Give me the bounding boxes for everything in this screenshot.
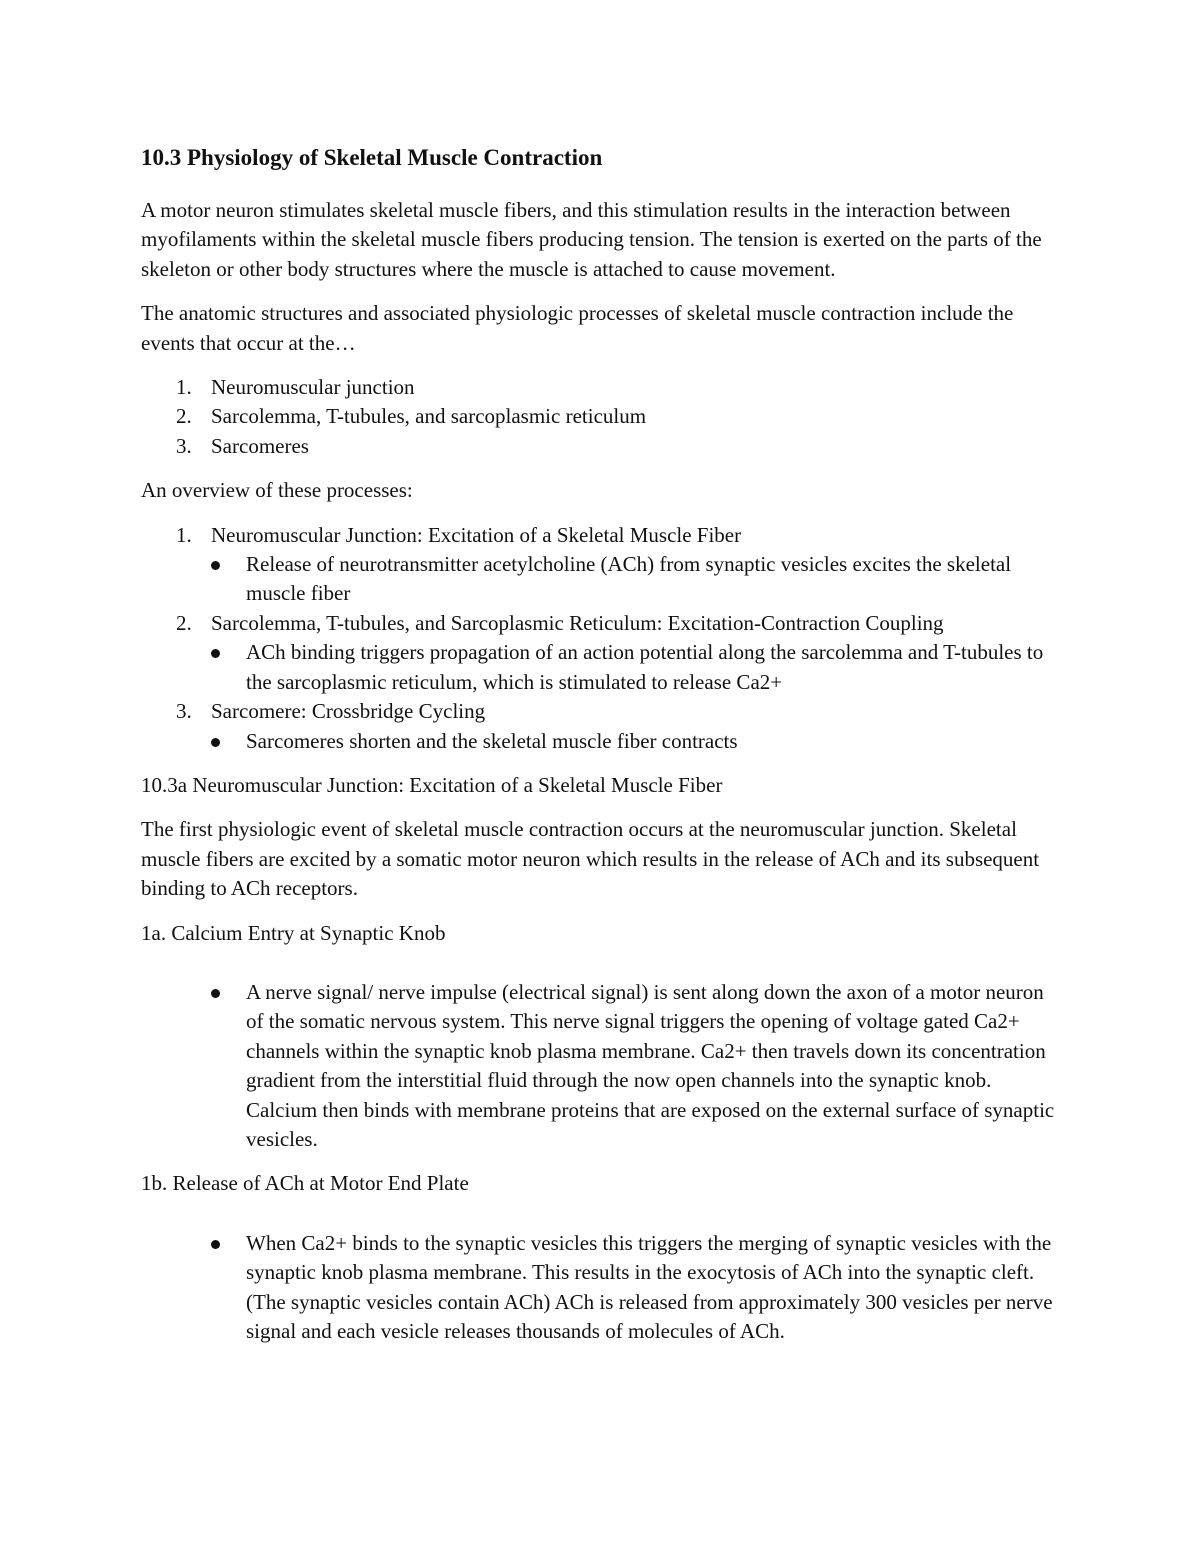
list-number: 1. [176,375,192,400]
bullet-text: ACh binding triggers propagation of an action potential along the sarcolemma and T-tubules to the sarcoplasmic reticulum, which is stimulated to release Ca2+ [246,640,1044,694]
list-number: 1. [176,522,192,547]
bullet-item [141,978,1066,1154]
bullet-dot-icon [211,649,220,658]
list-item-text: Neuromuscular Junction: Excitation of a Skeletal Muscle Fiber [211,522,742,547]
list-item-text: Sarcomeres [211,433,309,458]
list-item [141,432,1066,461]
list-item [141,402,1066,431]
section-paragraph: The first physiologic event of skeletal muscle contraction occurs at the neuromuscular junction. Skeletal muscle fibers are excited by a somatic motor neuron which results in the release of ACh and its subsequent binding to ACh receptors. [141,817,1040,901]
overview-label: An overview of these processes: [141,478,413,503]
list-item [141,521,1066,550]
subsection-1a-list [141,978,1066,1154]
intro-paragraph-1: A motor neuron stimulates skeletal muscle fibers, and this stimulation results in the interaction between myofilaments within the skeletal muscle fibers producing tension. The tension is exerted on the parts of the skeleton or other body structures where the muscle is attached to cause movement. [141,198,1042,281]
section-heading: 10.3a Neuromuscular Junction: Excitation of a Skeletal Muscle Fiber [141,772,723,797]
list-number: 2. [176,404,192,429]
list-item-text: Neuromuscular junction [211,375,415,400]
page-title: 10.3 Physiology of Skeletal Muscle Contraction [141,145,603,170]
bullet-text: A nerve signal/ nerve impulse (electrical signal) is sent along down the axon of a motor neuron of the somatic nervous system. This nerve signal triggers the opening of voltage gated Ca2+ channels within the synaptic knob plasma membrane. Ca2+ then travels down its concentration gradient from the interstitial fluid through the now open channels into the synaptic knob. Calcium then binds with membrane proteins that are exposed on the external surface of synaptic vesicles. [246,979,1055,1151]
bullet-item [141,638,1066,697]
list-number: 3. [176,699,192,724]
bullet-text: Sarcomeres shorten and the skeletal muscle fiber contracts [246,728,738,753]
subsection-heading-1b: 1b. Release of ACh at Motor End Plate [141,1171,469,1196]
spacer [141,963,1066,978]
bullet-text: Release of neurotransmitter acetylcholine (ACh) from synaptic vesicles excites the skeletal muscle fiber [246,552,1012,606]
overview-list [141,521,1066,756]
list-number: 2. [176,610,192,635]
spacer [141,1214,1066,1229]
list-item-text: Sarcolemma, T-tubules, and Sarcoplasmic Reticulum: Excitation-Contraction Coupling [211,610,944,635]
list-item-text: Sarcomere: Crossbridge Cycling [211,699,486,724]
list-item [141,697,1066,726]
list-item [141,609,1066,638]
bullet-item [141,1229,1066,1347]
bullet-dot-icon [211,989,220,998]
bullet-dot-icon [211,561,220,570]
bullet-item [141,727,1066,756]
intro-paragraph-2: The anatomic structures and associated physiologic processes of skeletal muscle contraction include the events that occur at the… [141,301,1014,355]
bullet-dot-icon [211,1240,220,1249]
structures-list [141,373,1066,461]
bullet-item [141,550,1066,609]
list-number: 3. [176,433,192,458]
list-item [141,373,1066,402]
document-page [141,140,1066,1361]
list-item-text: Sarcolemma, T-tubules, and sarcoplasmic reticulum [211,404,647,429]
subsection-1b-list [141,1229,1066,1347]
bullet-text: When Ca2+ binds to the synaptic vesicles this triggers the merging of synaptic vesicles with the synaptic knob plasma membrane. This results in the exocytosis of ACh into the synaptic cleft. (The synaptic vesicles contain ACh) ACh is released from approximately 300 vesicles per nerve signal and each vesicle releases thousands of molecules of ACh. [246,1230,1053,1343]
subsection-heading-1a: 1a. Calcium Entry at Synaptic Knob [141,920,446,945]
bullet-dot-icon [211,738,220,747]
